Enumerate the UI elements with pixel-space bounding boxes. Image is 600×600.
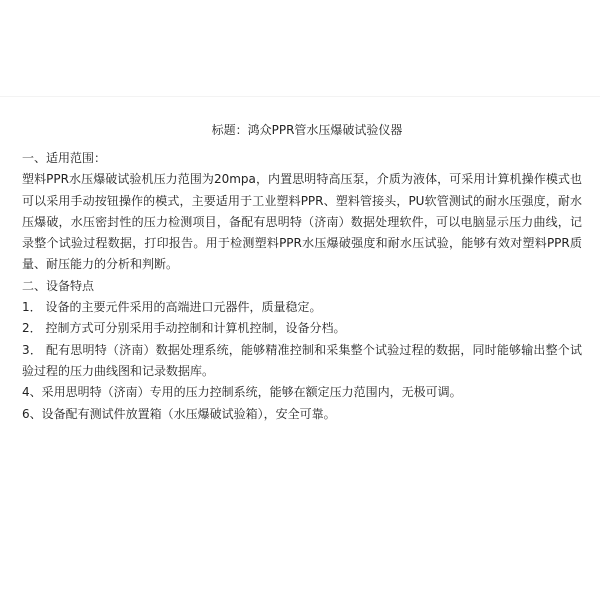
scope-paragraph: 塑料PPR水压爆破试验机压力范围为20mpa，内置思明特高压泵，介质为液体，可采用计算机操作模式也可以采用手动按钮操作的模式，主要适用于工业塑料PPR、塑料管接头，PU软管测试的耐水压强度，耐水压爆破，水压密封性的压力检测项目，备配有思明特（济南）数据处理软件，可以电脑显示压力曲线，记录整个试验过程数据，打印报告。用于检测塑料PPR水压爆破强度和耐水压试验，能够有效对塑料PPR质量、耐压能力的分析和判断。 — [22, 172, 582, 272]
feature-item: 6、设备配有测试件放置箱（水压爆破试验箱），安全可靠。 — [22, 406, 336, 421]
section-heading-scope: 一、适用范围： — [22, 151, 107, 165]
article-title: 标题：鸿众PPR管水压爆破试验仪器 — [211, 123, 403, 137]
page-header-band — [0, 0, 600, 97]
feature-item: 1． 设备的主要元件采用的高端进口元器件，质量稳定。 — [22, 300, 322, 315]
feature-item: 2． 控制方式可分别采用手动控制和计算机控制，设备分档。 — [22, 321, 346, 336]
section-heading-features: 二、设备特点 — [22, 278, 95, 293]
feature-item: 4、采用思明特（济南）专用的压力控制系统，能够在额定压力范围内，无极可调。 — [22, 385, 462, 400]
article-body — [22, 112, 582, 425]
feature-item: 3． 配有思明特（济南）数据处理系统，能够精准控制和采集整个试验过程的数据，同时能够输出整个试验过程的压力曲线图和记录数据库。 — [22, 342, 582, 378]
